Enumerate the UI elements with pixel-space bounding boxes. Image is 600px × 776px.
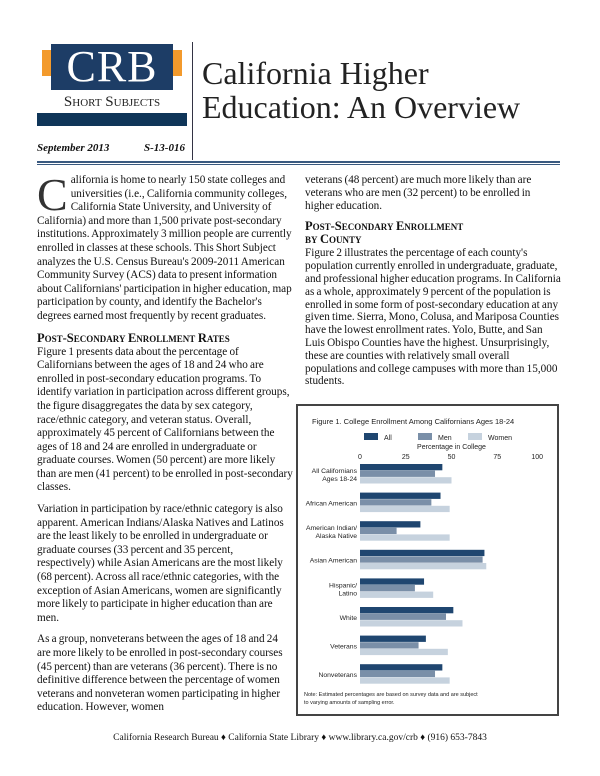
legend-swatch-men [418,433,432,440]
bar-all [360,636,426,642]
right-column [305,174,561,396]
bar-women [360,563,486,569]
bar-men [360,556,483,562]
intro-text: alifornia is home to nearly 150 state colleges and universities (i.e., California community colleges, California State University, and University of California) and more than 1,500 private post-secondary institutions. Approximately 3 million people are currently enrolled in classes at these schools. This Short Subject analyzes the U.S. Census Bureau's 2009-2011 American Community Survey (ACS) data to present information about Californians' participation in higher education, map participation by county, and identify the Bachelor's degrees earned most frequently by recent graduates. [37,174,292,322]
chart-title: Figure 1. College Enrollment Among Californians Ages 18-24 [312,417,515,426]
x-tick-label: 50 [447,454,456,461]
paragraph: veterans (48 percent) are much more likely than are veterans who are men (32 percent) to be enrolled in higher education. [305,174,532,212]
bar-men [360,671,435,677]
bar-all [360,607,453,613]
paragraph: Figure 1 presents data about the percentage of Californians between the ages of 18 and 24 who are enrolled in post-secondary education programs. To identify variation in participation across different groups, the figure disaggregates the data by sex category, race/ethnic category, and veteran status. Overall, approximately 45 percent of Californians between the ages of 18 and 24 are enrolled in undergraduate or graduate courses. Women (50 percent) are more likely than are men (41 percent) to be enrolled in post-secondary classes. [37,345,293,494]
x-tick-label: 25 [401,454,410,461]
category-label: Asian American [309,557,357,565]
category-label: White [339,614,357,622]
title-line-1: California Higher [202,55,429,91]
bar-men [360,642,419,648]
bar-men [360,528,397,534]
legend-swatch-women [468,433,482,440]
category-label: Nonveterans [318,672,357,680]
bar-all [360,578,424,584]
bar-all [360,493,441,499]
bar-men [360,499,431,505]
bar-all [360,464,442,470]
bar-men [360,614,446,620]
document-number: S-13-016 [144,142,185,154]
drop-cap: C [37,169,68,220]
bar-all [360,550,484,556]
bar-men [360,471,435,477]
bar-all [360,664,442,670]
paragraph: As a group, nonveterans between the ages of 18 and 24 are more likely to be enrolled in post-secondary courses (45 percent) than are veterans (36 percent). There is no definitive difference between the percentage of women veterans and nonveteran women participating in higher education. However, women [37,633,283,714]
publication-date: September 2013 [37,142,110,154]
logo-subtitle: Short Subjects [63,94,161,110]
chart-note: Note: Estimated percentages are based on survey data and are subject to varying amounts of sampling error. [304,692,478,706]
bar-women [360,620,462,626]
bar-women [360,677,450,683]
crb-logo [37,44,187,126]
intro-paragraph [37,169,293,324]
chart-svg [298,406,557,714]
title-line-2: Education: An Overview [202,89,521,125]
category-label: Latino [338,590,357,598]
x-tick-label: 75 [493,454,502,461]
bar-men [360,585,415,591]
category-label: Veterans [330,643,357,651]
header-divider [192,42,193,160]
category-label: All Californians [311,467,357,475]
logo-text: CRB [51,44,173,90]
page-title [202,56,520,124]
logo-bar [37,113,187,126]
paragraph: Figure 2 illustrates the percentage of each county's population currently enrolled in undergraduate, graduate, and professional higher education programs. In California as a whole, approximately 9 percent of the population is enrolled in some form of post-secondary education at any given time. Sierra, Mono, Colusa, and Mariposa Counties have the lowest enrollment rates. Yolo, Butte, and San Luis Obispo Counties have the highest. Unsurprisingly, these are counties with relatively small overall populations and college campuses with more than 15,000 students. [305,247,561,388]
bar-women [360,477,452,483]
bar-women [360,592,433,598]
category-label: Ages 18-24 [322,475,357,483]
heading-enrollment-county [305,220,561,246]
heading-line-1: Post-Secondary Enrollment [305,219,464,234]
x-tick-label: 100 [531,454,543,461]
legend-label-men: Men [438,435,452,442]
header-rule [37,161,560,165]
bar-women [360,506,450,512]
left-column [37,169,293,723]
figure-1-chart [296,404,559,716]
legend-swatch-all [364,433,378,440]
x-axis-label: Percentage in College [417,444,486,451]
legend-label-women: Women [488,435,512,442]
legend-label-all: All [384,435,392,442]
category-label: African American [305,500,357,508]
bar-women [360,534,450,540]
category-label: American Indian/ [305,525,357,533]
heading-line-2: by County [305,232,362,247]
heading-enrollment-rates: Post-Secondary Enrollment Rates [37,330,230,345]
category-label: Hispanic/ [329,582,357,590]
paragraph: Variation in participation by race/ethnic category is also apparent. American Indians/Alaska Natives and Latinos are the least likely to be enrolled in undergraduate or graduate courses (33 percent and 35 percent, respectively) while Asian Americans are the most likely (68 percent). Across all race/ethnic categories, with the exception of Asian Americans, women are significantly more likely to participate in higher education than are men. [37,503,284,624]
category-label: Alaska Native [315,533,357,541]
bar-women [360,649,448,655]
footer: California Research Bureau ♦ California State Library ♦ www.library.ca.gov/crb ♦ (916) 653-7843 [113,733,487,743]
bar-all [360,521,420,527]
x-tick-label: 0 [358,454,362,461]
